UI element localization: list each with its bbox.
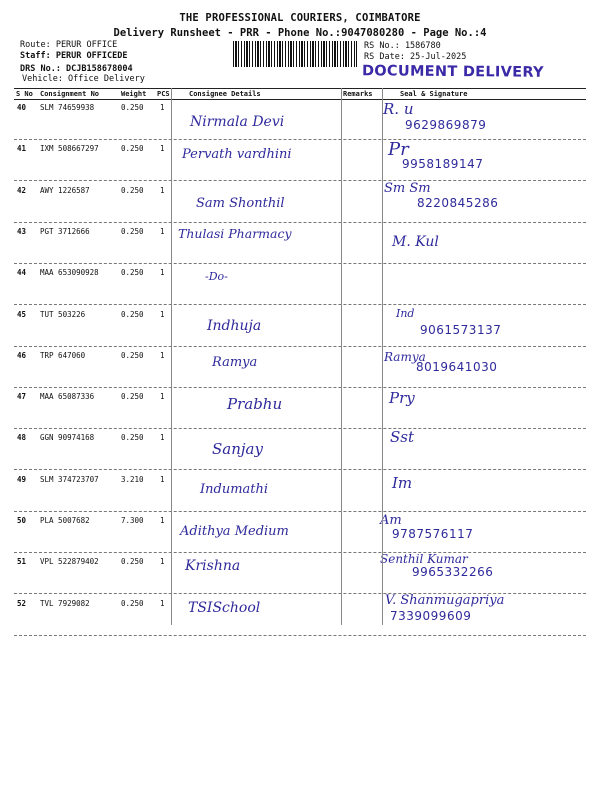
serial-number: 51 <box>17 557 27 567</box>
runsheet-subtitle: Delivery Runsheet - PRR - Phone No.:9047080280 - Page No.:4 <box>113 27 487 39</box>
weight-value: 0.250 <box>121 557 144 567</box>
pieces-count: 1 <box>160 598 165 608</box>
signature: M. Kul <box>392 233 439 250</box>
table-row <box>14 98 586 140</box>
weight-value: 0.250 <box>121 433 144 443</box>
signer-phone: 9061573137 <box>420 322 502 337</box>
col-pcs: PCS <box>157 90 170 98</box>
consignment-number: PLA 5007682 <box>40 516 90 525</box>
table-row <box>14 263 586 305</box>
document-delivery-stamp: DOCUMENT DELIVERY <box>361 63 544 81</box>
company-title: THE PROFESSIONAL COURIERS, COIMBATORE <box>179 12 421 24</box>
pieces-count: 1 <box>160 557 165 567</box>
rs-number: RS No.: 1586780 <box>364 41 441 51</box>
consignee-name: Ramya <box>212 354 258 370</box>
consignee-name: Indhuja <box>207 317 262 334</box>
consignee-name: Thulasi Pharmacy <box>178 225 292 241</box>
pieces-count: 1 <box>160 350 165 360</box>
pieces-count: 1 <box>160 309 165 319</box>
consignment-number: SLM 374723707 <box>40 474 99 484</box>
consignee-name: Sam Shonthil <box>196 195 285 211</box>
col-consignment: Consignment No <box>40 90 100 98</box>
signer-phone: 9958189147 <box>402 157 484 172</box>
consignee-name: TSISchool <box>188 599 261 616</box>
drs-number: DRS No.: DCJB158678004 <box>20 64 133 74</box>
table-row <box>14 511 586 553</box>
table-row <box>14 552 586 594</box>
consignee-name: Krishna <box>185 558 241 575</box>
pieces-count: 1 <box>160 185 165 195</box>
pieces-count: 1 <box>160 103 165 112</box>
pieces-count: 1 <box>160 433 165 443</box>
rs-date: RS Date: 25-Jul-2025 <box>364 52 467 62</box>
serial-number: 48 <box>17 433 27 443</box>
signature: Ind <box>396 306 415 320</box>
consignment-number: SLM 74659938 <box>40 103 95 112</box>
signature: Am <box>380 513 402 528</box>
consignment-number: TRP 647060 <box>40 350 86 360</box>
serial-number: 46 <box>17 350 27 360</box>
barcode <box>233 41 357 67</box>
weight-value: 0.250 <box>121 598 144 608</box>
signature: Pr <box>388 139 409 161</box>
weight-value: 0.250 <box>121 103 144 112</box>
serial-number: 49 <box>17 474 27 484</box>
signer-phone: 7339099609 <box>390 608 472 623</box>
pieces-count: 1 <box>160 474 165 484</box>
signer-phone: 8220845286 <box>417 195 499 210</box>
weight-value: 0.250 <box>121 226 144 236</box>
weight-value: 0.250 <box>121 309 144 319</box>
serial-number: 40 <box>17 103 27 112</box>
signer-phone: 8019641030 <box>416 359 498 374</box>
consignment-number: TVL 7929082 <box>40 598 90 608</box>
weight-value: 3.210 <box>121 474 144 484</box>
table-row <box>14 139 586 181</box>
consignment-number: MAA 653090928 <box>40 268 99 278</box>
vehicle-label: Vehicle: Office Delivery <box>22 74 145 84</box>
consignee-name: Sanjay <box>212 440 263 459</box>
serial-number: 42 <box>17 185 27 195</box>
table-row <box>14 222 586 264</box>
pieces-count: 1 <box>160 226 165 236</box>
signature: Sst <box>390 428 415 447</box>
signature: V. Shanmugapriya <box>385 592 505 608</box>
table-row <box>14 346 586 388</box>
signature: Senthil Kumar <box>380 552 468 567</box>
consignment-number: IXM 508667297 <box>40 144 99 154</box>
weight-value: 0.250 <box>121 185 144 195</box>
route-label: Route: PERUR OFFICE <box>20 40 118 50</box>
col-seal: Seal & Signature <box>400 90 468 98</box>
pieces-count: 1 <box>160 144 165 154</box>
weight-value: 0.250 <box>121 268 144 278</box>
column-divider <box>171 88 172 625</box>
serial-number: 41 <box>17 144 27 154</box>
pieces-count: 1 <box>160 392 165 402</box>
staff-label: Staff: PERUR OFFICEDE <box>20 51 128 61</box>
serial-number: 45 <box>17 309 27 319</box>
serial-number: 50 <box>17 516 27 525</box>
consignment-number: AWY 1226587 <box>40 185 90 195</box>
table-row <box>14 470 586 512</box>
consignee-name: Indumathi <box>200 481 269 497</box>
weight-value: 0.250 <box>121 350 144 360</box>
consignment-number: MAA 65087336 <box>40 392 95 402</box>
signature: R. u <box>383 100 414 118</box>
consignee-name: Adithya Medium <box>180 524 289 539</box>
col-remarks: Remarks <box>343 90 373 98</box>
consignee-name: Prabhu <box>227 395 283 414</box>
consignment-number: TUT 503226 <box>40 309 86 319</box>
table-row <box>14 181 586 223</box>
weight-value: 7.300 <box>121 516 144 525</box>
signer-phone: 9965332266 <box>412 565 494 580</box>
serial-number: 44 <box>17 268 27 278</box>
consignment-number: VPL 522879402 <box>40 557 99 567</box>
weight-value: 0.250 <box>121 144 144 154</box>
consignee-name: -Do- <box>205 270 228 284</box>
table-row <box>14 387 586 429</box>
serial-number: 52 <box>17 598 27 608</box>
weight-value: 0.250 <box>121 392 144 402</box>
col-consignee: Consignee Details <box>189 90 261 98</box>
col-sno: S No <box>16 90 33 98</box>
pieces-count: 1 <box>160 516 165 525</box>
serial-number: 47 <box>17 392 27 402</box>
table-row <box>14 428 586 470</box>
col-weight: Weight <box>121 90 147 98</box>
consignment-number: PGT 3712666 <box>40 226 90 236</box>
signature: Ramya <box>384 349 426 364</box>
column-divider <box>382 88 383 625</box>
signature: Sm Sm <box>384 180 431 196</box>
signer-phone: 9629869879 <box>405 118 487 132</box>
consignment-number: GGN 90974168 <box>40 433 95 443</box>
consignee-name: Pervath vardhini <box>182 147 292 163</box>
signer-phone: 9787576117 <box>392 527 474 541</box>
column-divider <box>341 88 342 625</box>
serial-number: 43 <box>17 226 27 236</box>
pieces-count: 1 <box>160 268 165 278</box>
signature: Im <box>392 473 413 492</box>
signature: Pry <box>389 389 415 408</box>
consignee-name: Nirmala Devi <box>190 114 285 130</box>
